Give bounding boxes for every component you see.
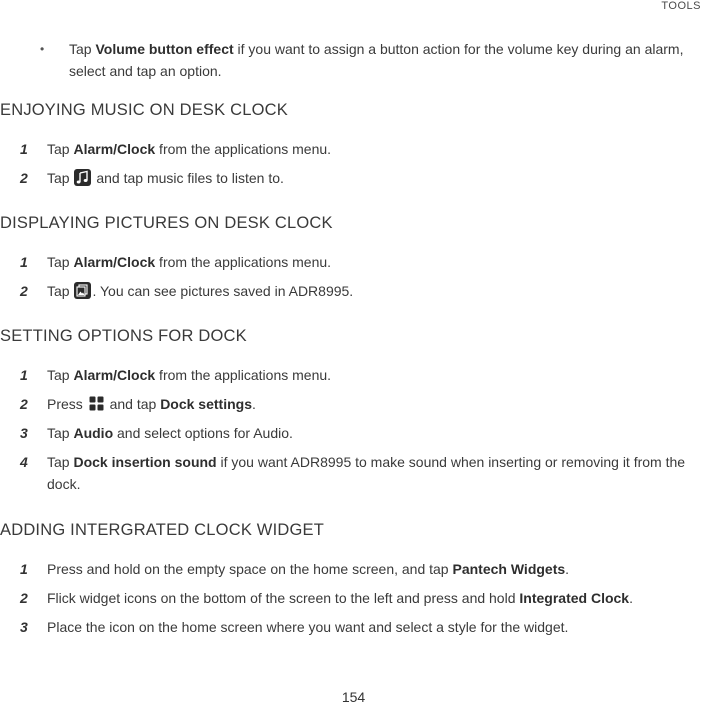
- step-widget-3: [20, 616, 705, 638]
- step-text: Place the icon on the home screen where you want and select a style for the widget.: [47, 619, 569, 635]
- step-text: Tap Audio and select options for Audio.: [47, 425, 293, 441]
- step-number: 1: [20, 254, 28, 270]
- step-music-2: [20, 167, 705, 189]
- bullet-text: [69, 38, 695, 82]
- section-title-clock-widget: ADDING INTERGRATED CLOCK WIDGET: [0, 521, 324, 539]
- step-number: 1: [20, 561, 28, 577]
- step-text: Tap . You can see pictures saved in ADR8995.: [47, 283, 354, 299]
- bullet-dot: •: [40, 42, 45, 56]
- section-title-dock-options: SETTING OPTIONS FOR DOCK: [0, 327, 247, 345]
- bullet-item-volume-button: [40, 38, 695, 82]
- step-number: 2: [20, 170, 28, 186]
- step-text: Tap Alarm/Clock from the applications menu.: [47, 141, 332, 157]
- step-number: 2: [20, 283, 28, 299]
- step-pictures-1: [20, 251, 705, 273]
- bullet-text-pre: Tap: [69, 41, 96, 57]
- step-text: Press and tap Dock settings.: [47, 396, 256, 412]
- step-number: 1: [20, 141, 28, 157]
- step-dock-3: [20, 422, 705, 444]
- step-pictures-2: [20, 280, 705, 302]
- step-number: 3: [20, 619, 28, 635]
- step-music-1: [20, 138, 705, 160]
- step-widget-1: [20, 558, 705, 580]
- running-header: TOOLS: [661, 0, 701, 12]
- menu-grid-icon: [88, 395, 105, 412]
- step-text: Tap Alarm/Clock from the applications menu.: [47, 367, 332, 383]
- section-title-music: ENJOYING MUSIC ON DESK CLOCK: [0, 101, 288, 119]
- step-text: Flick widget icons on the bottom of the screen to the left and press and hold Integrated Clock.: [47, 590, 633, 606]
- step-dock-2: [20, 393, 705, 415]
- step-number: 2: [20, 396, 28, 412]
- step-number: 2: [20, 590, 28, 606]
- step-number: 1: [20, 367, 28, 383]
- step-text: Press and hold on the empty space on the home screen, and tap Pantech Widgets.: [47, 561, 570, 577]
- step-widget-2: [20, 587, 705, 609]
- music-note-icon: [74, 169, 91, 186]
- section-title-pictures: DISPLAYING PICTURES ON DESK CLOCK: [0, 214, 333, 232]
- step-text: Tap Alarm/Clock from the applications menu.: [47, 254, 332, 270]
- step-number: 3: [20, 425, 28, 441]
- step-dock-4: [20, 451, 705, 495]
- step-dock-1: [20, 364, 705, 386]
- step-text: Tap Dock insertion sound if you want ADR8995 to make sound when inserting or removing it from the dock.: [47, 454, 686, 492]
- step-number: 4: [20, 454, 28, 470]
- bullet-text-bold: Volume button effect: [95, 41, 234, 57]
- page-number: 154: [341, 689, 366, 705]
- step-text: Tap and tap music files to listen to.: [47, 170, 284, 186]
- bullet-text-post: if you want to assign a button action for the volume key during an alarm, select and tap an option.: [69, 41, 684, 79]
- picture-icon: [74, 282, 91, 299]
